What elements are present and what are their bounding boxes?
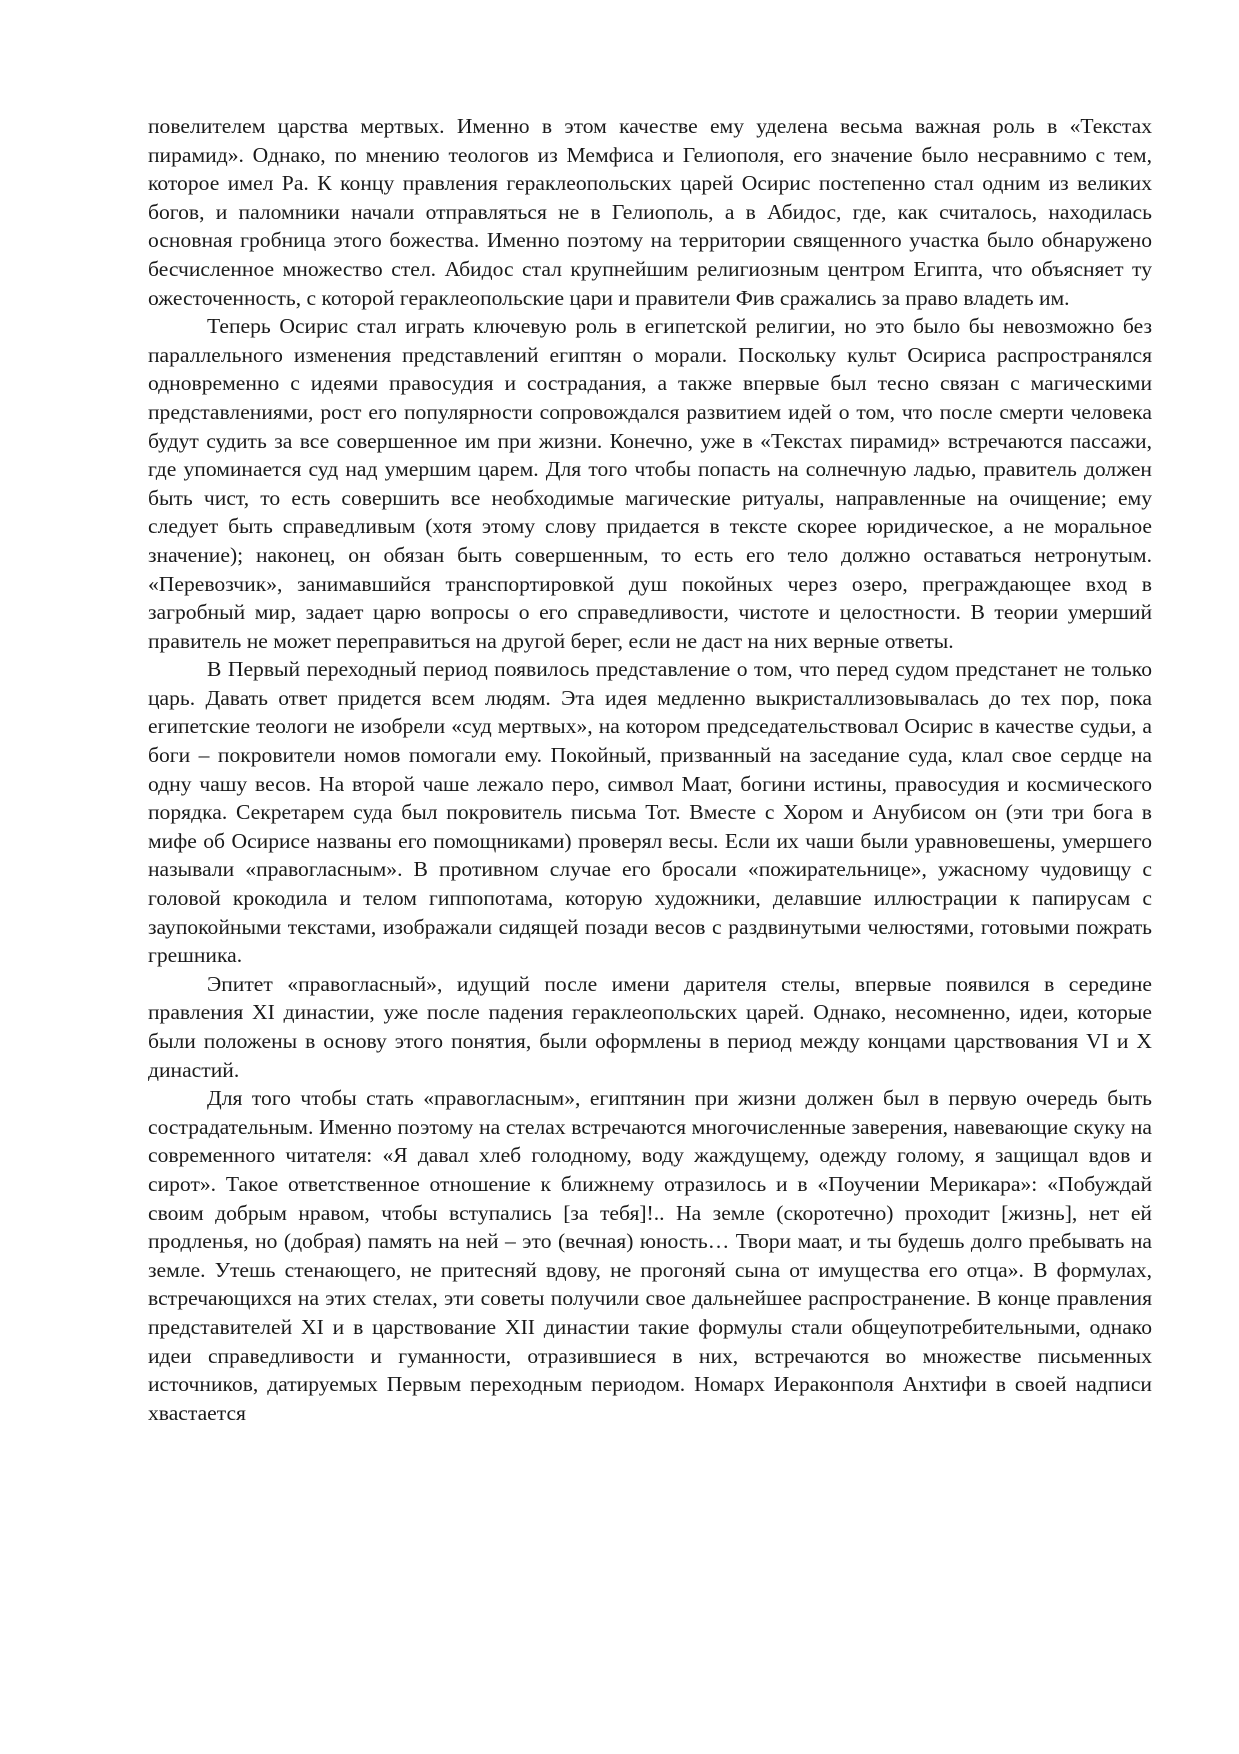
paragraph-1: повелителем царства мертвых. Именно в этом качестве ему уделена весьма важная роль в «Текстах пирамид». Однако, по мнению теологов из Мемфиса и Гелиополя, его значение было несравнимо с тем, которое имел Ра. К концу правления гераклеопольских царей Осирис постепенно стал одним из великих богов, и паломники начали отправляться не в Гелиополь, а в Абидос, где, как считалось, находилась основная гробница этого божества. Именно поэтому на территории священного участка было обнаружено бесчисленное множество стел. Абидос стал крупнейшим религиозным центром Египта, что объясняет ту ожесточенность, с которой гераклеопольские цари и правители Фив сражались за право владеть им. [148,114,1152,310]
paragraph-4: Эпитет «правогласный», идущий после имени дарителя стелы, впервые появился в середине правления XI династии, уже после падения гераклеопольских царей. Однако, несомненно, идеи, которые были положены в основу этого понятия, были оформлены в период между концами царствования VI и X династий. [148,971,1152,1082]
paragraph-5: Для того чтобы стать «правогласным», египтянин при жизни должен был в первую очередь быть сострадательным. Именно поэтому на стелах встречаются многочисленные заверения, навевающие скуку на современного читателя: «Я давал хлеб голодному, воду жаждущему, одежду голому, я защищал вдов и сирот». Такое ответственное отношение к ближнему отразилось и в «Поучении Мерикара»: «Побуждай своим добрым нравом, чтобы вступались [за тебя]!.. На земле (скоротечно) проходит [жизнь], нет ей продленья, но (добрая) память на ней – это (вечная) юность… Твори маат, и ты будешь долго пребывать на земле. Утешь стенающего, не притесняй вдову, не прогоняй сына от имущества его отца». В формулах, встречающихся на этих стелах, эти советы получили свое дальнейшее распространение. В конце правления представителей XI и в царствование XII династии такие формулы стали общеупотребительными, однако идеи справедливости и гуманности, отразившиеся в них, встречаются во множестве письменных источников, датируемых Первым переходным периодом. Номарх Иераконполя Анхтифи в своей надписи хвастается [148,1086,1152,1425]
document-page [148,112,1152,1427]
paragraph-2: Теперь Осирис стал играть ключевую роль в египетской религии, но это было бы невозможно без параллельного изменения представлений египтян о морали. Поскольку культ Осириса распространялся одновременно с идеями правосудия и сострадания, а также впервые был тесно связан с магическими представлениями, рост его популярности сопровождался развитием идей о том, что после смерти человека будут судить за все совершенное им при жизни. Конечно, уже в «Текстах пирамид» встречаются пассажи, где упоминается суд над умершим царем. Для того чтобы попасть на солнечную ладью, правитель должен быть чист, то есть совершить все необходимые магические ритуалы, направленные на очищение; ему следует быть справедливым (хотя этому слову придается в тексте скорее юридическое, а не моральное значение); наконец, он обязан быть совершенным, то есть его тело должно оставаться нетронутым. «Перевозчик», занимавшийся транспортировкой душ покойных через озеро, преграждающее вход в загробный мир, задает царю вопросы о его справедливости, чистоте и целостности. В теории умерший правитель не может переправиться на другой берег, если не даст на них верные ответы. [148,314,1152,653]
paragraph-3: В Первый переходный период появилось представление о том, что перед судом предстанет не только царь. Давать ответ придется всем людям. Эта идея медленно выкристаллизовывалась до тех пор, пока египетские теологи не изобрели «суд мертвых», на котором председательствовал Осирис в качестве судьи, а боги – покровители номов помогали ему. Покойный, призванный на заседание суда, клал свое сердце на одну чашу весов. На второй чаше лежало перо, символ Маат, богини истины, правосудия и космического порядка. Секретарем суда был покровитель письма Тот. Вместе с Хором и Анубисом он (эти три бога в мифе об Осирисе названы его помощниками) проверял весы. Если их чаши были уравновешены, умершего называли «правогласным». В противном случае его бросали «пожирательнице», ужасному чудовищу с головой крокодила и телом гиппопотама, которую художники, делавшие иллюстрации к папирусам с заупокойными текстами, изображали сидящей позади весов с раздвинутыми челюстями, готовыми пожрать грешника. [148,657,1152,968]
